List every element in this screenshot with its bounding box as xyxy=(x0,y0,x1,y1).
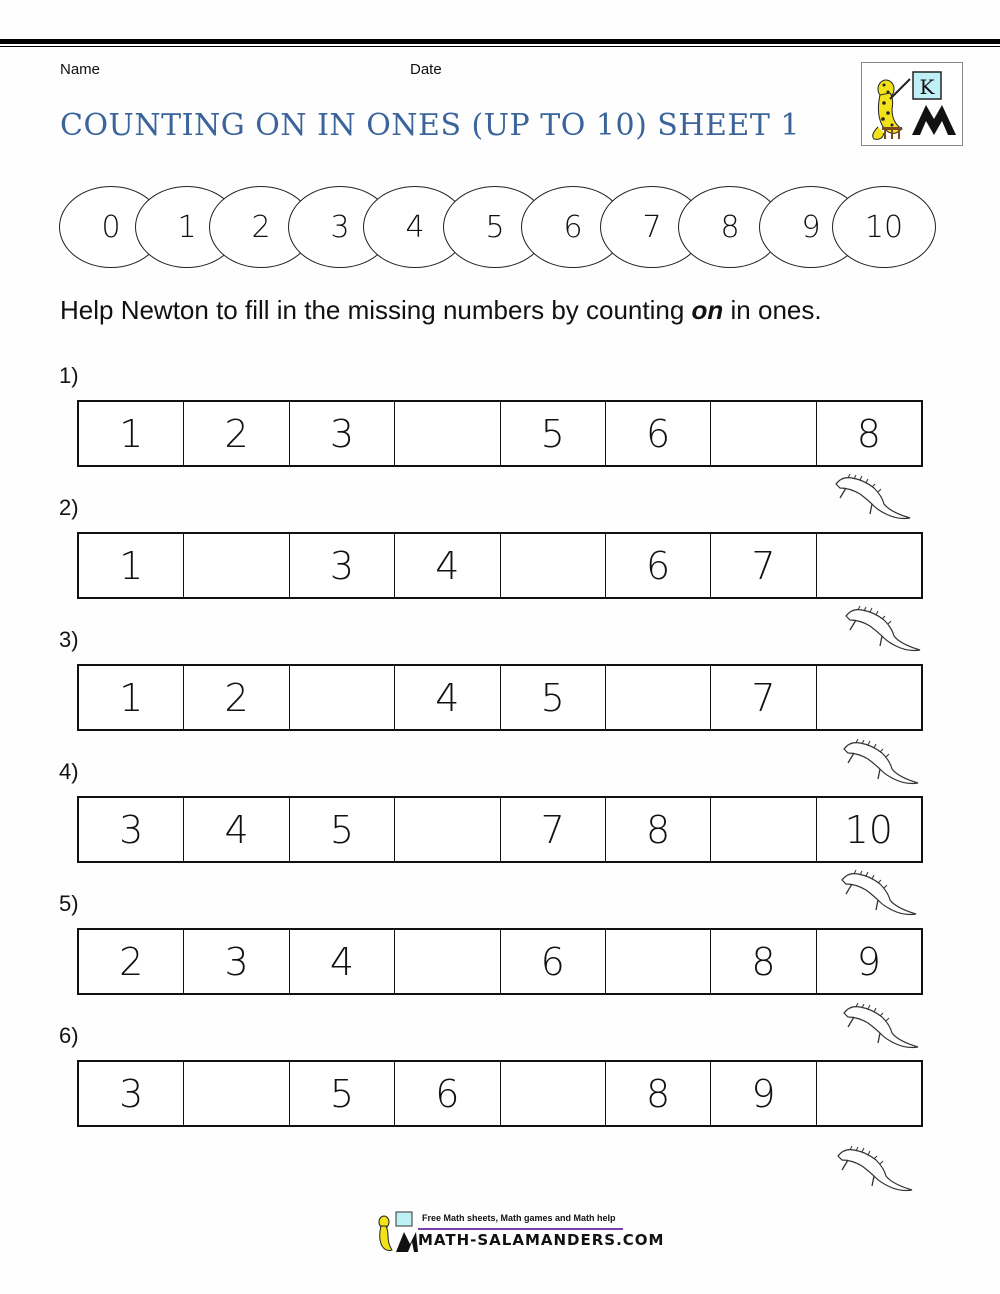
number-line-oval: 7 xyxy=(600,186,704,268)
sequence-cell: 5 xyxy=(501,402,606,465)
answer-cell[interactable] xyxy=(817,666,921,729)
instructions-emphasis: on xyxy=(691,295,724,325)
footer-logo[interactable] xyxy=(374,1210,665,1254)
answer-cell[interactable] xyxy=(606,666,711,729)
newt-icon xyxy=(836,999,926,1051)
newt-icon xyxy=(838,602,928,654)
sequence-cell: 5 xyxy=(290,1062,395,1125)
sequence-cell: 10 xyxy=(844,807,893,852)
number-line-oval: 2 xyxy=(209,186,313,268)
number-line-oval: 6 xyxy=(521,186,625,268)
sequence-cell: 3 xyxy=(79,1062,184,1125)
instructions-text-end: in ones. xyxy=(723,295,822,325)
sequence-cell: 7 xyxy=(501,798,606,861)
question-number: 1) xyxy=(59,363,79,388)
footer-salamander-icon xyxy=(374,1210,418,1254)
sequence-cell: 4 xyxy=(184,798,289,861)
question-number: 6) xyxy=(59,1023,79,1048)
number-line-oval: 3 xyxy=(288,186,392,268)
question-number: 4) xyxy=(59,759,79,784)
newt-icon xyxy=(828,470,918,522)
header-rule-thick xyxy=(0,39,1000,44)
sequence-cell: 2 xyxy=(184,666,289,729)
answer-cell[interactable] xyxy=(501,534,606,597)
sequence-cell: 3 xyxy=(290,534,395,597)
sequence-cell: 8 xyxy=(606,1062,711,1125)
answer-cell[interactable] xyxy=(711,798,816,861)
sequence-cell: 3 xyxy=(290,402,395,465)
instructions-text: Help Newton to fill in the missing numbers by counting xyxy=(60,295,692,325)
number-line xyxy=(0,186,1000,276)
number-sequence-row xyxy=(77,796,923,863)
footer-site-name: MATH-SALAMANDERS.COM xyxy=(418,1231,665,1249)
number-line-oval: 8 xyxy=(678,186,782,268)
salamander-logo-icon xyxy=(862,63,962,145)
instructions xyxy=(60,295,822,326)
sequence-cell: 8 xyxy=(856,411,881,456)
date-label: Date xyxy=(410,61,442,78)
sequence-cell: 4 xyxy=(395,666,500,729)
answer-cell[interactable] xyxy=(501,1062,606,1125)
sequence-cell: 9 xyxy=(711,1062,816,1125)
question-number: 2) xyxy=(59,495,79,520)
question-number: 5) xyxy=(59,891,79,916)
sequence-cell: 2 xyxy=(184,402,289,465)
svg-text:K: K xyxy=(919,75,935,99)
page-title: COUNTING ON IN ONES (UP TO 10) SHEET 1 xyxy=(60,108,800,143)
sequence-cell: 5 xyxy=(501,666,606,729)
answer-cell[interactable] xyxy=(395,402,500,465)
sequence-cell: 3 xyxy=(79,798,184,861)
sequence-cell: 4 xyxy=(290,930,395,993)
answer-cell[interactable] xyxy=(184,1062,289,1125)
name-label: Name xyxy=(60,61,101,78)
sequence-cell: 6 xyxy=(395,1062,500,1125)
sequence-cell: 1 xyxy=(79,534,184,597)
number-sequence-row xyxy=(77,928,923,995)
number-line-oval: 9 xyxy=(759,186,863,268)
answer-cell[interactable] xyxy=(395,930,500,993)
sequence-cell: 7 xyxy=(711,666,816,729)
answer-cell[interactable] xyxy=(606,930,711,993)
sequence-cell: 4 xyxy=(395,534,500,597)
answer-cell[interactable] xyxy=(395,798,500,861)
newt-icon xyxy=(836,735,926,787)
number-sequence-row xyxy=(77,664,923,731)
answer-cell[interactable] xyxy=(817,1062,921,1125)
sequence-cell: 6 xyxy=(501,930,606,993)
newt-icon xyxy=(830,1142,920,1194)
sequence-cell: 9 xyxy=(856,939,881,984)
sequence-cell: 6 xyxy=(606,402,711,465)
footer-divider xyxy=(418,1228,623,1230)
number-line-oval: 10 xyxy=(832,186,936,268)
answer-cell[interactable] xyxy=(711,402,816,465)
answer-cell[interactable] xyxy=(184,534,289,597)
number-sequence-row xyxy=(77,532,923,599)
number-sequence-row xyxy=(77,400,923,467)
sequence-cell: 7 xyxy=(711,534,816,597)
footer-tagline: Free Math sheets, Math games and Math help xyxy=(422,1213,616,1223)
question-number: 3) xyxy=(59,627,79,652)
header-rule-thin xyxy=(0,46,1000,47)
sequence-cell: 3 xyxy=(184,930,289,993)
number-line-oval: 5 xyxy=(443,186,547,268)
sequence-cell: 6 xyxy=(606,534,711,597)
sequence-cell: 2 xyxy=(79,930,184,993)
number-line-oval: 1 xyxy=(135,186,239,268)
sequence-cell: 1 xyxy=(79,666,184,729)
sequence-cell: 8 xyxy=(711,930,816,993)
number-line-oval: 0 xyxy=(59,186,163,268)
newt-icon xyxy=(834,866,924,918)
sequence-cell: 1 xyxy=(79,402,184,465)
number-sequence-row xyxy=(77,1060,923,1127)
answer-cell[interactable] xyxy=(290,666,395,729)
sequence-cell: 8 xyxy=(606,798,711,861)
sequence-cell: 5 xyxy=(290,798,395,861)
answer-cell[interactable] xyxy=(817,534,921,597)
number-line-oval: 4 xyxy=(363,186,467,268)
salamander-logo xyxy=(861,62,963,146)
